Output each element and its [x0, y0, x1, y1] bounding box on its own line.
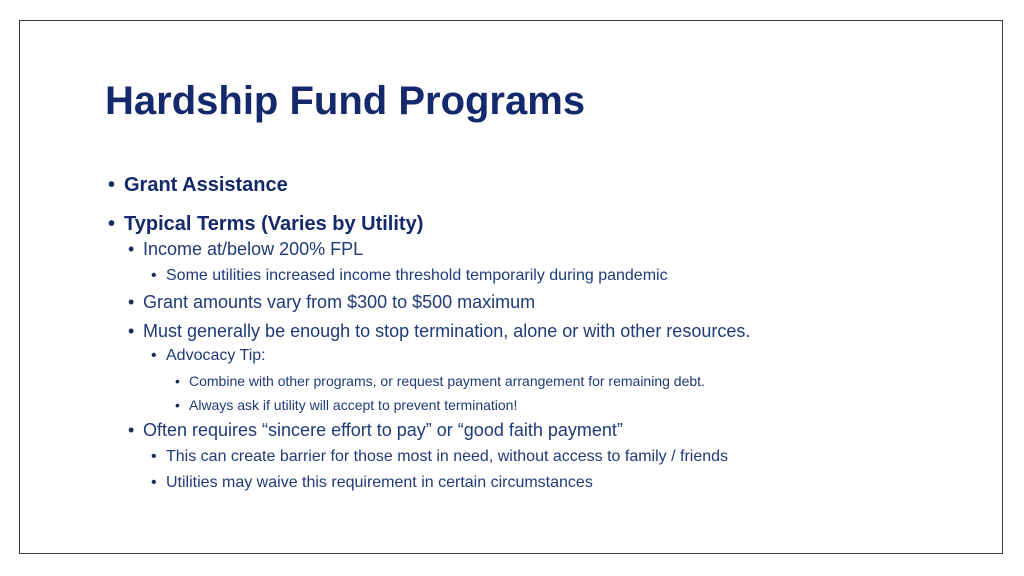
bullet-list	[106, 174, 986, 493]
bullet-stop-termination: • Must generally be enough to stop termination, alone or with other resources.	[106, 321, 986, 342]
bullet-income-limit: • Income at/below 200% FPL	[106, 239, 986, 260]
bullet-barrier-for-need: • This can create barrier for those most in need, without access to family / friends	[106, 448, 986, 466]
slide	[19, 20, 1003, 554]
bullet-combine-programs: • Combine with other programs, or request payment arrangement for remaining debt.	[106, 373, 986, 389]
bullet-advocacy-tip: • Advocacy Tip:	[106, 347, 986, 365]
bullet-always-ask: • Always ask if utility will accept to prevent termination!	[106, 397, 986, 413]
bullet-good-faith-payment: • Often requires “sincere effort to pay” or “good faith payment”	[106, 420, 986, 441]
slide-title: Hardship Fund Programs	[105, 79, 586, 123]
bullet-typical-terms: • Typical Terms (Varies by Utility)	[106, 213, 986, 236]
bullet-income-threshold-pandemic: • Some utilities increased income threshold temporarily during pandemic	[106, 267, 986, 285]
bullet-grant-assistance: • Grant Assistance	[106, 174, 986, 197]
bullet-grant-amounts: • Grant amounts vary from $300 to $500 maximum	[106, 292, 986, 313]
bullet-utilities-waive: • Utilities may waive this requirement in certain circumstances	[106, 474, 986, 492]
